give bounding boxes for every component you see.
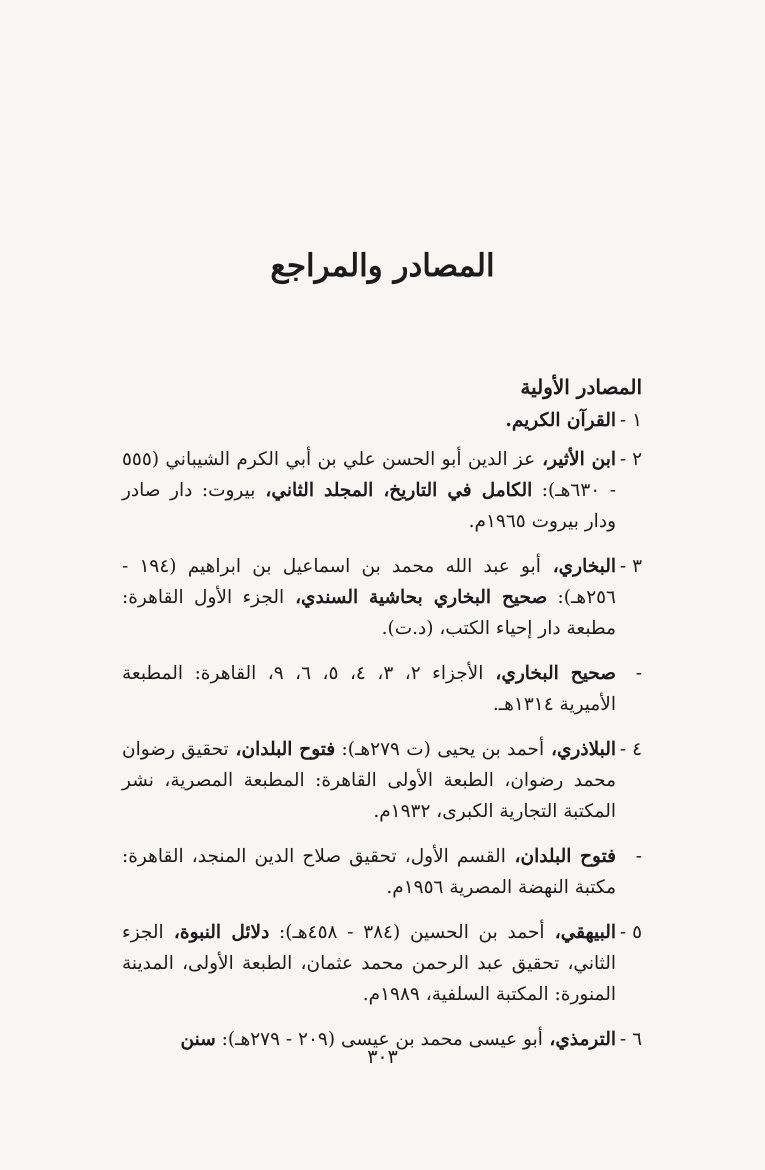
entry-author: البخاري، [540,556,617,577]
entry-text [122,449,616,532]
entry-number: ٥ - [619,922,642,943]
entry-author: البلاذري، [544,739,616,760]
entry-detail: أبو عيسى محمد بن عيسى (٢٠٩ - ٢٧٩هـ): [215,1029,543,1050]
entry-title: صحيح البخاري بحاشية السندي، [284,587,548,608]
entry-text [505,410,616,431]
entry-detail: أبو عبد الله محمد بن اسماعيل بن ابراهيم (١٩٤ - ٢٥٦هـ): [122,556,616,608]
bibliography-entry [122,917,642,1010]
bibliography-entry [122,405,642,436]
entry-title: صحيح البخاري، [483,663,616,684]
bibliography-entry [122,734,642,827]
entry-number: - [635,846,642,867]
entry-title: فتوح البلدان، [228,739,336,760]
entry-detail: عز الدين أبو الحسن علي بن أبي الكرم الشيباني (٥٥٥ - ٦٣٠هـ): [122,449,616,501]
entry-number: ٤ - [619,739,642,760]
entry-publisher: الجزء الثاني، تحقيق عبد الرحمن محمد عثمان، الطبعة الأولى، المدينة المنورة: المكتبة السلفية، ١٩٨٩م. [122,922,616,1005]
entry-title: القرآن الكريم. [505,410,616,431]
entry-text [122,556,616,639]
page-title: المصادر والمراجع [270,248,495,284]
entry-number: ٢ - [619,449,642,470]
entry-number: ٣ - [619,556,642,577]
entry-publisher: بيروت: دار صادر ودار بيروت ١٩٦٥م. [122,480,616,532]
page-number: ٣٠٣ [367,1046,398,1068]
entry-number: ١ - [619,410,642,431]
entry-number: ٦ - [619,1029,642,1050]
entry-publisher: تحقيق رضوان محمد رضوان، الطبعة الأولى القاهرة: المطبعة المصرية، نشر المكتبة التجارية الكبرى، ١٩٣٢م. [122,739,616,822]
entry-detail: أحمد بن الحسين (٣٨٤ - ٤٥٨هـ): [269,922,545,943]
section-heading: المصادر الأولية [520,375,642,399]
entry-title: الكامل في التاريخ، المجلد الثاني، [255,480,533,501]
entry-detail: الأجزاء ٢، ٣، ٤، ٥، ٦، ٩، القاهرة: المطبعة الأميرية ١٣١٤هـ. [122,663,616,715]
entry-title: سنن [180,1029,216,1050]
entry-author: البيهقي، [544,922,617,943]
entry-publisher: الجزء الأول القاهرة: مطبعة دار إحياء الكتب، (د.ت). [122,587,616,639]
entry-text [122,922,616,1005]
entry-number: - [635,663,642,684]
bibliography-entry [122,551,642,644]
entry-detail: أحمد بن يحيى (ت ٢٧٩هـ): [335,739,545,760]
bibliography-entry [122,658,642,720]
entry-text [122,739,616,822]
entry-title: فتوح البلدان، [505,846,616,867]
entry-text [122,663,616,715]
entry-text [122,846,616,898]
bibliography [122,372,642,1069]
entry-author: ابن الأثير، [535,449,616,470]
entry-title: دلائل النبوة، [163,922,270,943]
entry-author: الترمذي، [542,1029,616,1050]
entry-detail: القسم الأول، تحقيق صلاح الدين المنجد، القاهرة: مكتبة النهضة المصرية ١٩٥٦م. [122,846,616,898]
bibliography-entry [122,444,642,537]
bibliography-entry [122,841,642,903]
